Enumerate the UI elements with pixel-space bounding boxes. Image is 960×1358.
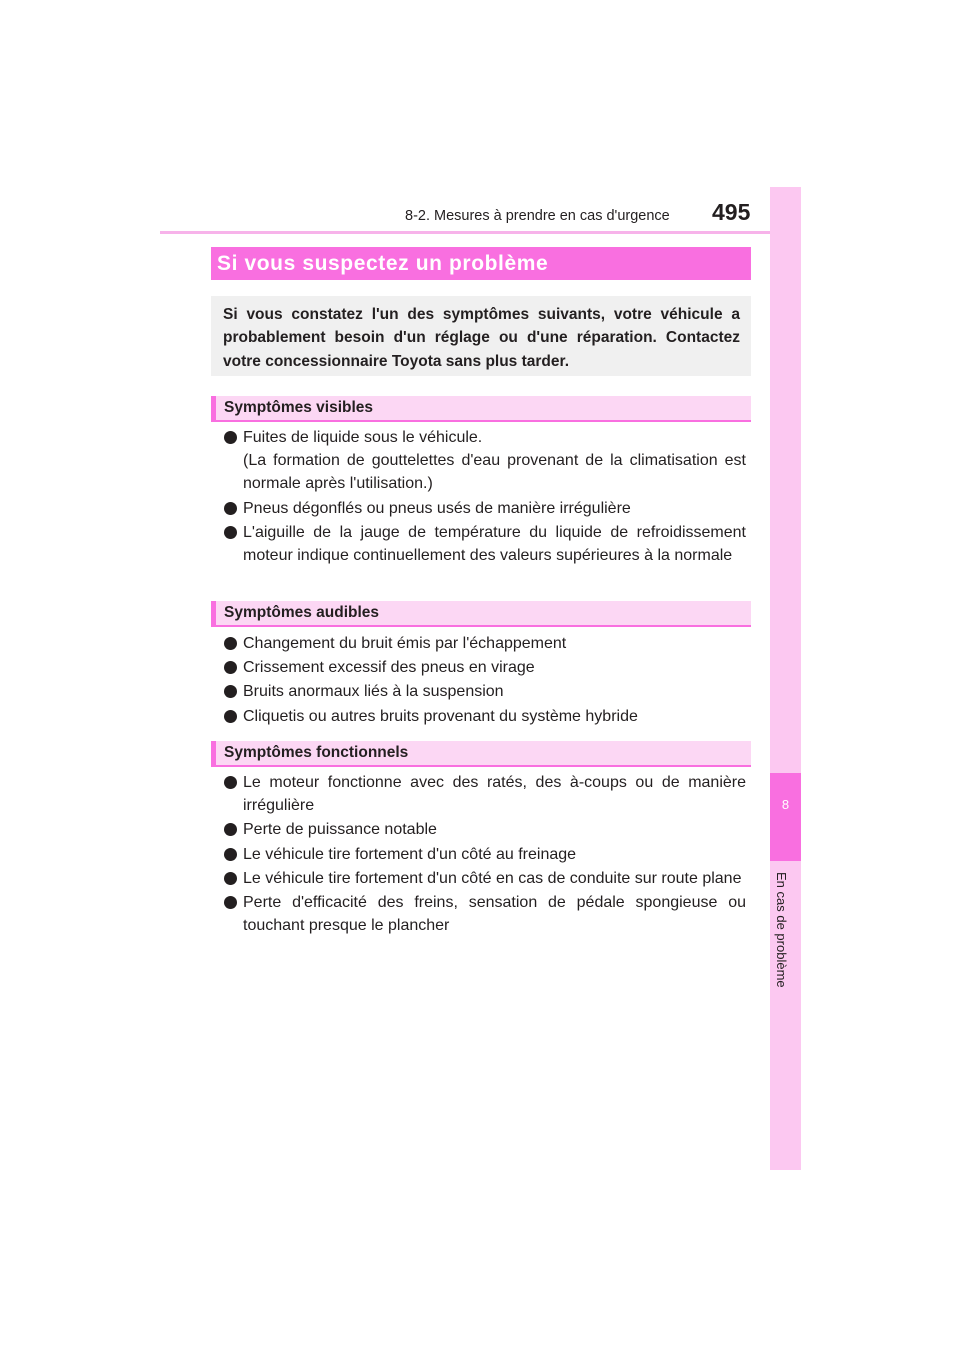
list-item [224, 891, 746, 937]
chapter-tab-active-marker [770, 773, 801, 861]
list-item [224, 843, 746, 866]
list-item-text: L'aiguille de la jauge de température du liquide de refroidissement moteur indique continuellement des valeurs supérieures à la normale [243, 523, 746, 565]
list-item-text: Perte d'efficacité des freins, sensation de pédale spongieuse ou touchant presque le plancher [243, 894, 746, 935]
bullet-icon [224, 710, 237, 723]
header-divider [160, 231, 800, 234]
list-item [224, 656, 746, 679]
section-heading-visible [211, 396, 751, 422]
section-heading-label: Symptômes visibles [224, 399, 374, 416]
section-heading-functional [211, 741, 751, 767]
bullet-icon [224, 872, 237, 885]
chapter-side-tab [770, 187, 801, 1170]
bullet-icon [224, 896, 237, 909]
list-item-text: Fuites de liquide sous le véhicule. [243, 429, 483, 446]
list-item [224, 632, 746, 655]
list-item-text: Bruits anormaux liés à la suspension [243, 683, 504, 701]
list-item [224, 705, 746, 728]
list-item-text: Le véhicule tire fortement d'un côté au freinage [243, 845, 577, 863]
list-item-text: Le véhicule tire fortement d'un côté en cas de conduite sur route plane [243, 869, 742, 887]
bullet-icon [224, 637, 237, 650]
list-item-text: Changement du bruit émis par l'échappement [243, 635, 567, 652]
bullet-icon [224, 526, 237, 539]
list-item [224, 521, 746, 567]
list-item [224, 771, 746, 817]
bullet-icon [224, 502, 237, 515]
bullet-icon [224, 848, 237, 861]
bullet-icon [224, 685, 237, 698]
intro-text: Si vous constatez l'un des symptômes suivants, votre véhicule a probablement besoin d'un réglage ou d'une réparation. Contactez votre concessionnaire Toyota sans plus tarder. [223, 306, 740, 370]
intro-box [211, 296, 751, 376]
list-item-text: Perte de puissance notable [243, 821, 437, 839]
bullet-icon [224, 823, 237, 836]
header-section-title: 8-2. Mesures à prendre en cas d'urgence [405, 208, 670, 224]
section-heading-label: Symptômes audibles [224, 604, 380, 621]
functional-symptoms-list [224, 771, 746, 938]
list-item-text: Le moteur fonctionne avec des ratés, des à-coups ou de manière irrégulière [243, 774, 746, 815]
list-item [224, 680, 746, 703]
list-item-text: Pneus dégonflés ou pneus usés de manière irrégulière [243, 499, 631, 517]
section-heading-audible [211, 601, 751, 627]
page-number: 495 [712, 199, 751, 225]
list-item [224, 867, 746, 890]
audible-symptoms-list [224, 632, 746, 729]
bullet-icon [224, 431, 237, 444]
list-item-note: (La formation de gouttelettes d'eau provenant de la climatisation est normale après l'utilisation.) [243, 452, 746, 493]
list-item-text: Cliquetis ou autres bruits provenant du système hybride [243, 707, 638, 725]
bullet-icon [224, 661, 237, 674]
list-item [224, 497, 746, 520]
list-item-text: Crissement excessif des pneus en virage [243, 659, 535, 677]
chapter-title: En cas de problème [774, 872, 789, 988]
section-heading-label: Symptômes fonctionnels [224, 744, 409, 761]
visible-symptoms-list [224, 426, 746, 568]
page-title: Si vous suspectez un problème [211, 247, 751, 280]
list-item [224, 818, 746, 841]
list-item [224, 426, 746, 496]
bullet-icon [224, 776, 237, 789]
chapter-number: 8 [781, 797, 790, 812]
